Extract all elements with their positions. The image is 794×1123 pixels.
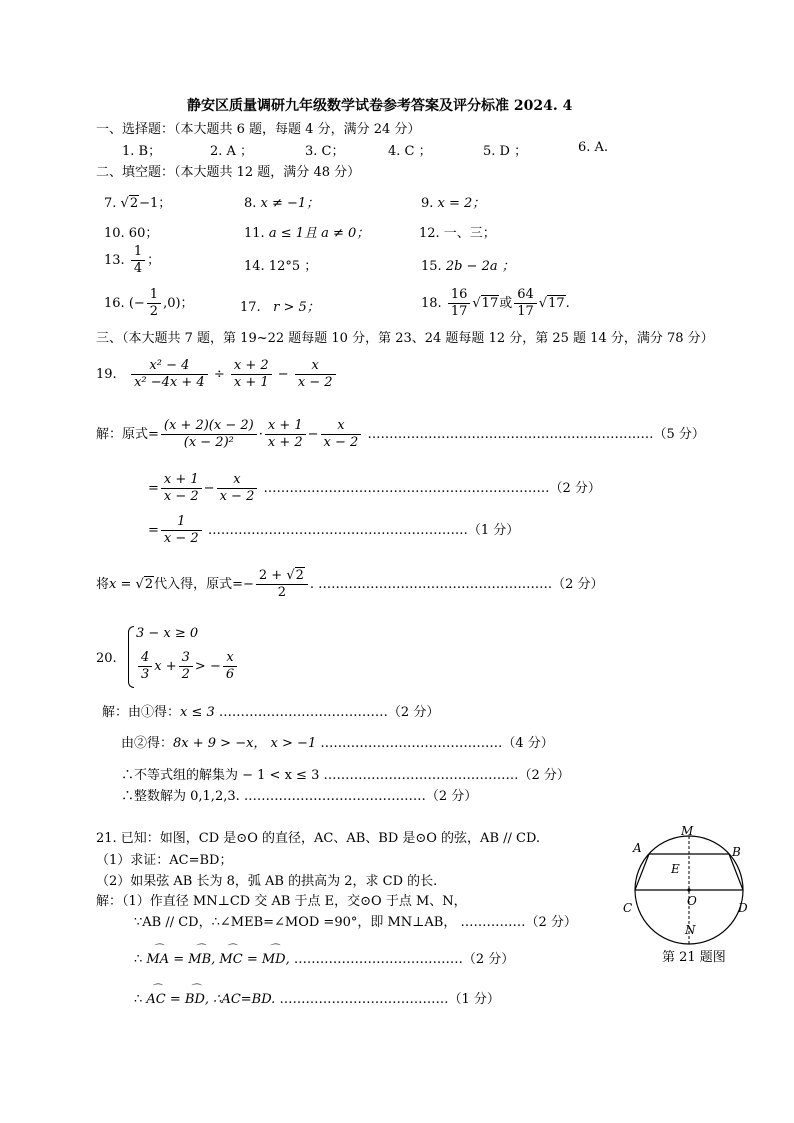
q21-line3: （2）如果弦 AB 长为 8，弧 AB 的拱高为 2，求 CD 的长.	[96, 874, 438, 889]
q21-line2: （1）求证：AC=BD；	[96, 853, 233, 868]
q16-answer: ,0)；	[163, 296, 194, 311]
q21-line4: 解：（1）作直径 MN⊥CD 交 AB 于点 E，交⊙O 于点 M、N，	[96, 894, 467, 909]
q20-ineq2: $\frac{4}{3}$ x + $\frac{3}{2}$ > − $\frac{x}{6}$	[136, 650, 239, 683]
fill-13: 13. $\frac{1}{4}$ ；	[104, 244, 161, 276]
answer-6: 6. A.	[578, 140, 609, 155]
q20-line4: ∴整数解为 0,1,2,3. ……………………………………（2 分）	[121, 789, 478, 804]
answer-3: 3. C；	[305, 144, 345, 159]
fill-8: 8. x ≠ −1；	[244, 196, 320, 211]
answer-2: 2. A ；	[210, 144, 254, 159]
page-title: 静安区质量调研九年级数学试卷参考答案及评分标准 2024. 4	[187, 98, 573, 114]
q19-problem: 19. $\frac{\text{x² − 4}}{\text{x² −4x + 4}}$ ÷ $\frac{x + 2}{x + 1}$ − $\frac{x}{x - 2}$	[96, 358, 338, 391]
fill-12: 12. 一、三；	[419, 226, 496, 241]
q20-line2: 由②得：8x + 9 > −x， x > −1 ……………………………………（4 分）	[121, 736, 554, 751]
q19-score5: （5 分）	[653, 427, 705, 442]
q19-step1: 解：原式= $\frac{(x + 2)(x - 2)}{\text{(x − 2)²}}$ · $\frac{x + 1}{x + 2}$ − $\frac{x}{x - 2}$ …………………………………………………………（5 分）	[96, 418, 705, 450]
figure-caption: 第 21 题图	[662, 950, 726, 965]
section2-heading: 二、填空题：（本大题共 12 题，满分 48 分）	[96, 165, 361, 180]
label-o: O	[687, 894, 697, 908]
q19-step4: 将x = √2代入得，原式=− $\frac{2 + √2}{2}$ . ………………………………………………（2 分）	[96, 568, 604, 600]
fill-15: 15. 2b − 2a ；	[421, 259, 515, 274]
answer-4: 4. C ；	[388, 144, 432, 159]
fill-16: 16. (− $\frac{1}{2}$ ,0)；	[104, 287, 194, 319]
q20-label: 20.	[96, 651, 117, 666]
label-a: A	[633, 841, 642, 855]
q19-score1: （1 分）	[467, 523, 520, 538]
q7-tail: −1；	[139, 196, 172, 211]
q21-line6: ∴ ⌒ MA = ⌒ MB, ⌒ MC = ⌒ MD, …………………………………（2 分）	[134, 948, 514, 967]
q20-line1: 解：由①得：x ≤ 3 …………………………………（2 分）	[102, 705, 440, 720]
answer-5: 5. D ；	[483, 144, 528, 159]
fill-18: 18. $\frac{16}{17}$ √17或 $\frac{64}{17}$ √17.	[421, 287, 570, 319]
q21-line7: ∴ ⌒ AC = ⌒ BD, ∴AC=BD. …………………………………（1 分）	[134, 988, 500, 1007]
chord-bd	[729, 854, 743, 890]
fill-7: 7. √2−1；	[104, 196, 172, 211]
q20-line3: ∴不等式组的解集为 − 1 < x ≤ 3 ………………………………………（2 分）	[121, 768, 570, 783]
system-brace	[128, 626, 134, 688]
figure-21	[615, 820, 765, 945]
q7-number: 7.	[104, 196, 117, 211]
label-m: M	[681, 824, 694, 838]
fill-10: 10. 60；	[104, 226, 159, 241]
label-c: C	[623, 901, 633, 915]
q15-answer: 2b − 2a ；	[445, 259, 515, 274]
fill-9: 9. x = 2；	[421, 196, 486, 211]
fill-11: 11. a ≤ 1且 a ≠ 0；	[244, 226, 370, 241]
q21-line1: 21. 已知：如图，CD 是⊙O 的直径，AC、AB、BD 是⊙O 的弦，AB // CD.	[96, 831, 541, 846]
q17-answer: r > 5；	[273, 300, 320, 315]
q19-score2b: （2 分）	[552, 577, 604, 592]
q19-step2: = $\frac{x + 1}{x - 2}$ − $\frac{x}{x - 2}$ …………………………………………………………（2 分）	[148, 472, 601, 504]
label-d: D	[738, 901, 748, 915]
fill-14: 14. 12°5 ；	[244, 259, 318, 274]
label-n: N	[685, 923, 696, 937]
section3-heading: 三、（本大题共 7 题，第 19~22 题每题 10 分，第 23、24 题每题 12 分，第 25 题 14 分，满分 78 分）	[96, 331, 714, 346]
q19-label: 19.	[96, 367, 117, 382]
q20-ineq1: 3 − x ≥ 0	[136, 626, 199, 641]
q9-answer: x = 2；	[437, 196, 486, 211]
center-point	[687, 888, 690, 891]
q8-answer: x ≠ −1；	[260, 196, 320, 211]
q21-line5: ∵AB // CD，∴∠MEB=∠MOD =90°，即 MN⊥AB， ……………（2 分）	[134, 915, 577, 930]
answer-1: 1. B；	[122, 144, 162, 159]
label-e: E	[671, 862, 680, 876]
q11-answer: a ≤ 1且 a ≠ 0；	[268, 226, 370, 241]
section1-heading: 一、选择题：（本大题共 6 题，每题 4 分，满分 24 分）	[96, 122, 421, 137]
q19-step3: = $\frac{1}{x - 2}$ ……………………………………………………（1 分）	[148, 514, 520, 546]
label-b: B	[732, 845, 741, 859]
chord-ac	[635, 854, 649, 890]
fill-17: 17. r > 5；	[240, 300, 320, 315]
q19-score2: （2 分）	[549, 481, 601, 496]
